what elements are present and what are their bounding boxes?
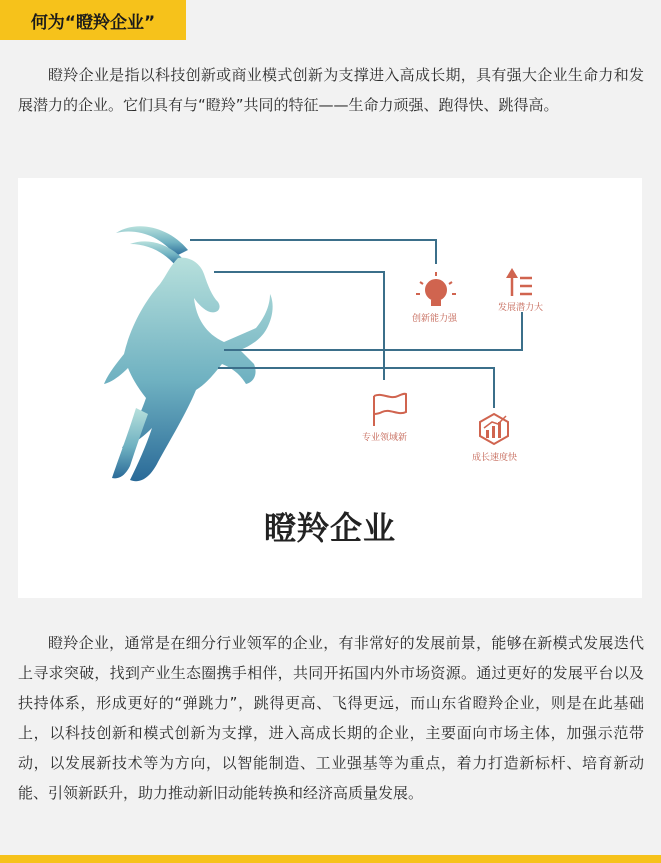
gazelle-silhouette-icon [104, 226, 273, 481]
bottom-accent-bar [0, 855, 661, 863]
gazelle-figure [18, 178, 642, 598]
label-growth: 成长速度快 [472, 453, 518, 463]
label-innovation: 创新能力强 [412, 314, 458, 324]
intro-paragraph: 瞪羚企业是指以科技创新或商业模式创新为支撑进入高成长期，具有强大企业生命力和发展潜力的企业。它们具有与“瞪羚”共同的特征——生命力顽强、跑得快、跳得高。 [18, 66, 644, 114]
label-potential: 发展潜力大 [498, 303, 544, 313]
arrow-list-icon [506, 268, 532, 296]
figure-title: 瞪羚企业 [263, 509, 396, 547]
lightbulb-icon [416, 272, 456, 306]
growth-chart-icon [480, 414, 508, 444]
flag-icon [374, 394, 406, 426]
connector-lines [190, 240, 522, 408]
section-title: 何为“瞪羚企业” [0, 0, 186, 40]
body-paragraph: 瞪羚企业，通常是在细分行业领军的企业，有非常好的发展前景，能够在新模式发展迭代上寻求突破，找到产业生态圈携手相伴，共同开拓国内外市场资源。通过更好的发展平台以及扶持体系，形成更好的“弹跳力”，跳得更高、飞得更远，而山东省瞪羚企业，则是在此基础上，以科技创新和模式创新为支撑，进入高成长期的企业，主要面向市场主体，加强示范带动，以发展新技术等为方向，以智能制造、工业强基等为重点，着力打造新标杆、培育新动能、引领新跃升，助力推动新旧动能转换和经济高质量发展。 [18, 634, 644, 802]
label-specialized: 专业领域新 [362, 433, 408, 443]
header-strip [186, 0, 661, 24]
